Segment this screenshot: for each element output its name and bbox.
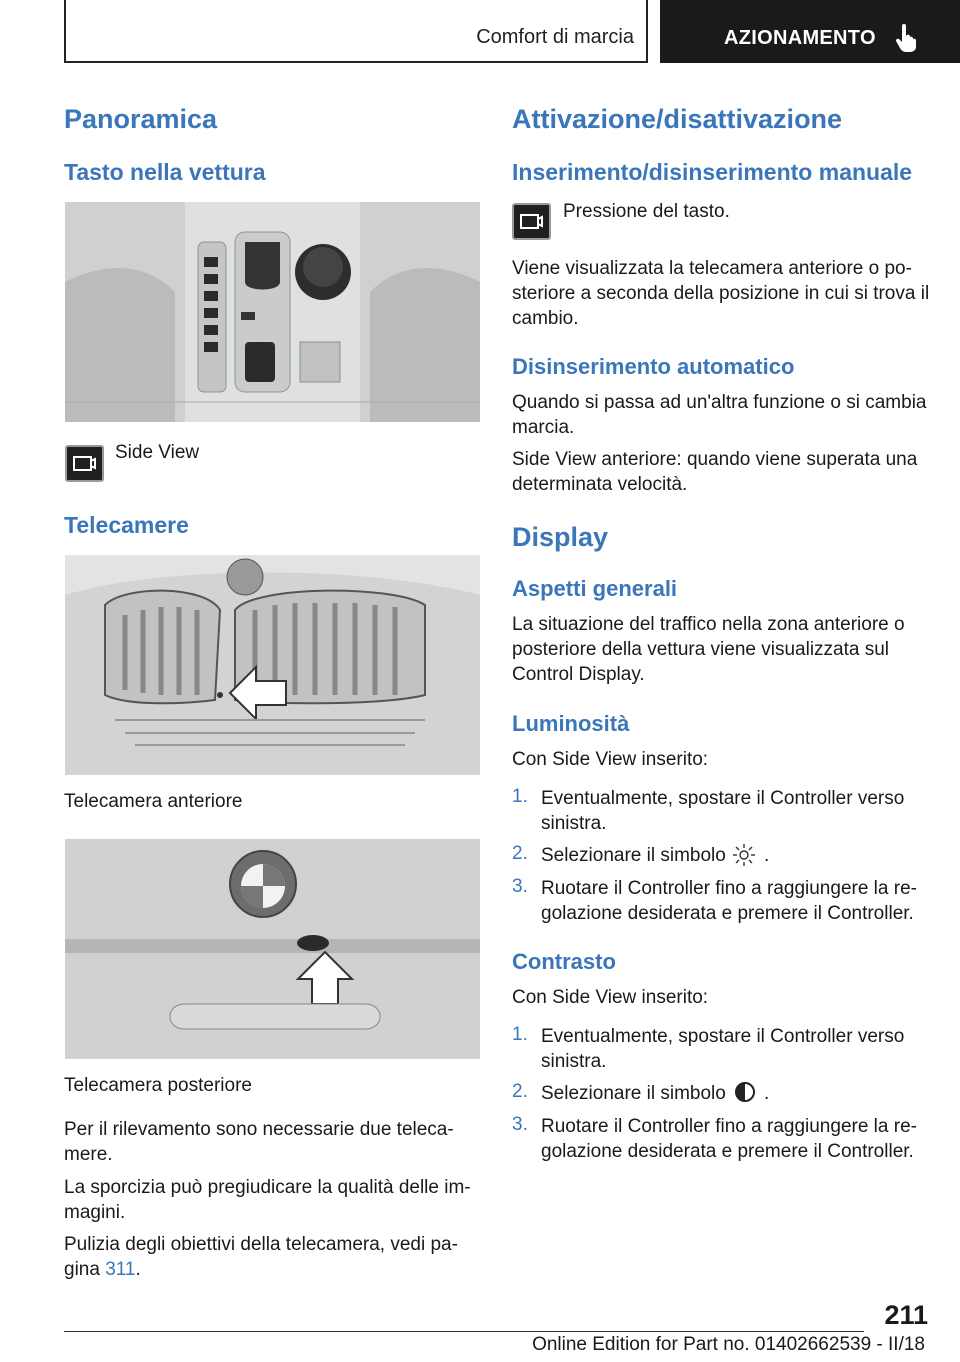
contrast-intro: Con Side View inserito:	[512, 987, 709, 1008]
heading-brightness: Luminosità	[512, 711, 630, 736]
contrast-step-1-number: 1.	[512, 1024, 528, 1045]
heading-display: Display	[512, 522, 609, 552]
brightness-step-3-line1: Ruotare il Controller fino a raggiungere la re-	[541, 878, 917, 899]
heading-activation: Attivazione/disattivazione	[512, 104, 843, 134]
sun-icon	[732, 843, 756, 872]
contrast-step-2-text: Selezionare il simbolo	[541, 1083, 726, 1104]
contrast-step-2-number: 2.	[512, 1081, 528, 1102]
auto-line1: Quando si passa ad un'altra funzione o si cambia	[512, 392, 927, 413]
side-view-button-icon	[65, 445, 104, 482]
header-section-title: Comfort di marcia	[476, 26, 634, 48]
para-two-cameras-line2: mere.	[64, 1144, 113, 1165]
side-view-button-icon-2	[512, 203, 551, 240]
para-cleaning-line1: Pulizia degli obiettivi della telecamera, vedi pa-	[64, 1234, 458, 1255]
brightness-intro: Con Side View inserito:	[512, 749, 709, 770]
contrast-step-3-line1: Ruotare il Controller fino a raggiungere la re-	[541, 1116, 917, 1137]
brightness-step-2-period: .	[764, 845, 770, 866]
heading-manual: Inserimento/disinserimento manuale	[512, 159, 913, 185]
manual-line3: cambio.	[512, 308, 579, 329]
para-cleaning-line2	[64, 1257, 141, 1282]
heading-panoramica: Panoramica	[64, 104, 218, 134]
para-dirt-line1: La sporcizia può pregiudicare la qualità delle im-	[64, 1177, 471, 1198]
rear-camera-photo	[65, 839, 480, 1059]
heading-auto-off: Disinserimento automatico	[512, 354, 795, 379]
brightness-step-2-number: 2.	[512, 843, 528, 864]
brightness-step-3-number: 3.	[512, 876, 528, 897]
page-link-311[interactable]: 311	[105, 1259, 136, 1280]
press-button-text: Pressione del tasto.	[563, 201, 730, 222]
manual-line2: steriore a seconda della posizione in cui si trova il	[512, 283, 930, 304]
edition-note: Online Edition for Part no. 01402662539 - II/18	[532, 1334, 925, 1355]
para-cleaning-prefix: gina	[64, 1259, 106, 1280]
auto2-line2: determinata velocità.	[512, 474, 688, 495]
heading-button-in-vehicle: Tasto nella vettura	[64, 159, 266, 185]
auto2-line1: Side View anteriore: quando viene superata una	[512, 449, 918, 470]
brightness-step-1-line1: Eventualmente, spostare il Controller verso	[541, 788, 905, 809]
contrast-step-1-line2: sinistra.	[541, 1051, 607, 1072]
side-view-button-label: Side View	[115, 442, 200, 463]
brightness-step-1-number: 1.	[512, 786, 528, 807]
header-chapter-tab	[660, 0, 960, 63]
para-dirt-line2: magini.	[64, 1202, 126, 1223]
brightness-step-1-line2: sinistra.	[541, 813, 607, 834]
heading-contrast: Contrasto	[512, 949, 616, 974]
auto-line2: marcia.	[512, 417, 575, 438]
front-camera-photo	[65, 555, 480, 775]
general-line3: Control Display.	[512, 664, 645, 685]
header-chapter-title: AZIONAMENTO	[724, 27, 876, 49]
footer-divider	[64, 1331, 864, 1332]
manual-line1: Viene visualizzata la telecamera anteriore o po-	[512, 258, 912, 279]
contrast-step-2-period: .	[764, 1083, 770, 1104]
para-cleaning-suffix: .	[135, 1259, 141, 1280]
side-view-camera-icon	[73, 455, 96, 472]
caption-front-camera: Telecamera anteriore	[64, 791, 243, 812]
brightness-step-2-text: Selezionare il simbolo	[541, 845, 726, 866]
para-two-cameras-line1: Per il rilevamento sono necessarie due teleca-	[64, 1119, 454, 1140]
center-console-photo	[65, 202, 480, 422]
general-line2: posteriore della vettura viene visualizzata sul	[512, 639, 890, 660]
contrast-step-1-line1: Eventualmente, spostare il Controller verso	[541, 1026, 905, 1047]
heading-general: Aspetti generali	[512, 576, 678, 601]
pointing-hand-icon	[896, 24, 918, 57]
side-view-camera-icon	[520, 213, 543, 230]
half-circle-contrast-icon	[734, 1081, 756, 1108]
contrast-step-3-line2: golazione desiderata e premere il Controller.	[541, 1141, 914, 1162]
brightness-step-3-line2: golazione desiderata e premere il Controller.	[541, 903, 914, 924]
contrast-step-3-number: 3.	[512, 1114, 528, 1135]
caption-rear-camera: Telecamera posteriore	[64, 1075, 252, 1096]
general-line1: La situazione del traffico nella zona anteriore o	[512, 614, 905, 635]
page-number: 211	[884, 1300, 928, 1330]
heading-cameras: Telecamere	[64, 512, 189, 538]
